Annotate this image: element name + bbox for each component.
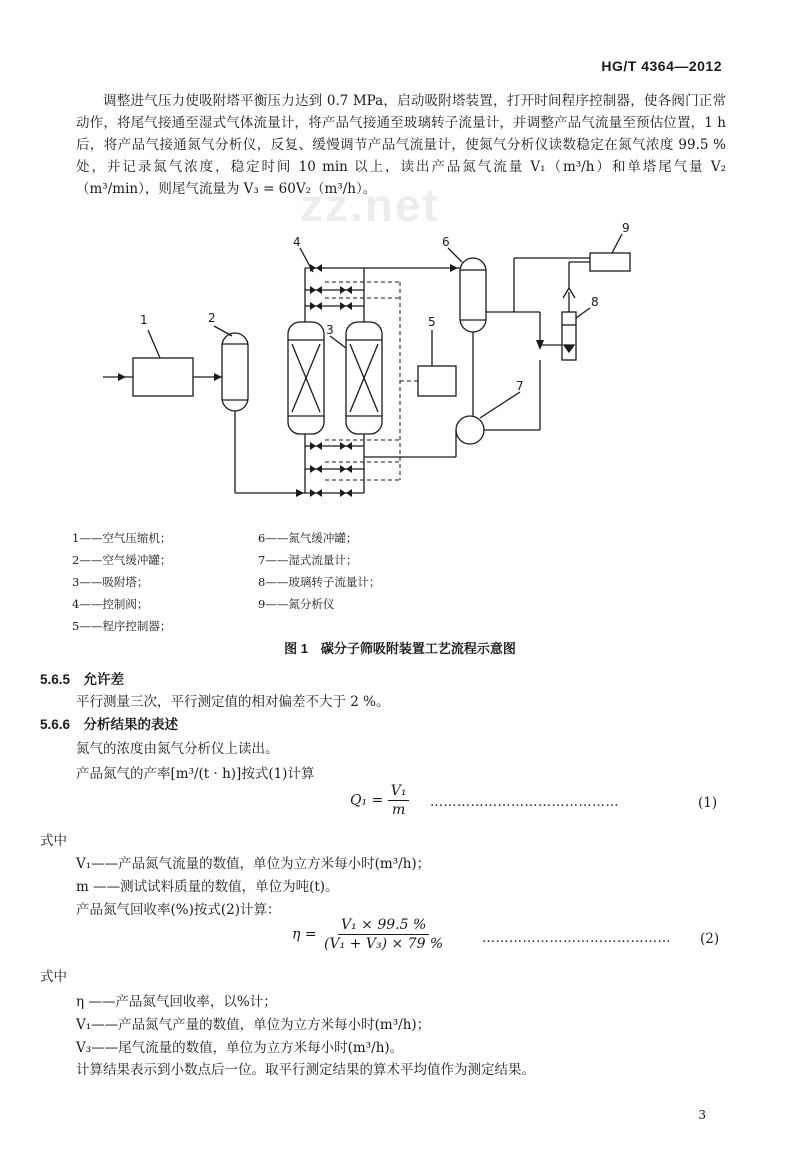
eq1-numerator: V₁ bbox=[388, 783, 410, 801]
legend-5: 5——程序控制器； bbox=[72, 619, 172, 633]
label-3: 3 bbox=[326, 323, 334, 337]
eq2-numerator: V₁ × 99.5 % bbox=[338, 917, 429, 935]
section-566-title: 分析结果的表述 bbox=[83, 717, 179, 732]
label-8: 8 bbox=[591, 295, 599, 309]
label-5: 5 bbox=[428, 315, 436, 329]
section-566-line2: 产品氮气的产率[m³/(t · h)]按式(1)计算 bbox=[76, 766, 315, 782]
air-buffer-tank bbox=[222, 333, 248, 411]
page-number: 3 bbox=[698, 1108, 706, 1122]
legend-2: 2——空气缓冲罐； bbox=[72, 553, 172, 567]
section-565-number: 5.6.5 bbox=[40, 672, 71, 687]
eq2-denominator: (V₁ + V₃) × 79 % bbox=[324, 936, 444, 952]
equation-1 bbox=[350, 783, 409, 818]
equation-2 bbox=[292, 917, 446, 952]
eq2-lhs: η = bbox=[292, 926, 322, 943]
legend-6: 6——氮气缓冲罐； bbox=[258, 531, 358, 545]
var1-v1: V₁——产品氮气流量的数值，单位为立方米每小时(m³/h)； bbox=[76, 856, 431, 872]
control-valves bbox=[118, 264, 544, 497]
label-9: 9 bbox=[622, 222, 630, 235]
process-flow-diagram bbox=[0, 222, 800, 512]
label-1: 1 bbox=[140, 313, 148, 327]
legend-9: 9——氮分析仪 bbox=[258, 597, 335, 611]
nitrogen-analyzer bbox=[590, 253, 630, 271]
section-565-text: 平行测量三次，平行测定值的相对偏差不大于 2 %。 bbox=[76, 694, 390, 710]
section-566-number: 5.6.6 bbox=[40, 717, 71, 732]
eq1-dots: …………………………………… bbox=[430, 795, 619, 810]
figure-caption: 图 1 碳分子筛吸附装置工艺流程示意图 bbox=[284, 641, 516, 656]
section-566-line1: 氮气的浓度由氮气分析仪上读出。 bbox=[76, 741, 279, 757]
legend-4: 4——控制阀； bbox=[72, 597, 149, 611]
watermark: zz.net bbox=[300, 179, 440, 231]
program-controller bbox=[418, 366, 456, 396]
section-566-line3: 产品氮气回收率(%)按式(2)计算： bbox=[76, 902, 281, 918]
where-1: 式中 bbox=[40, 833, 67, 849]
legend-7: 7——湿式流量计； bbox=[258, 553, 358, 567]
eq1-denominator: m bbox=[391, 802, 406, 818]
label-4: 4 bbox=[293, 235, 301, 249]
eq1-number: (1) bbox=[698, 795, 718, 811]
section-565-title: 允许差 bbox=[83, 672, 125, 687]
label-2: 2 bbox=[208, 311, 216, 325]
legend-8: 8——玻璃转子流量计； bbox=[258, 575, 381, 589]
nitrogen-buffer-tank bbox=[460, 258, 486, 332]
where-2: 式中 bbox=[40, 969, 67, 985]
eq2-dots: …………………………………… bbox=[482, 931, 671, 946]
var1-m: m ——测试试料质量的数值，单位为吨(t)。 bbox=[76, 879, 339, 895]
legend-1: 1——空气压缩机； bbox=[72, 531, 172, 545]
standard-code: HG/T 4364—2012 bbox=[601, 58, 722, 74]
var2-v1: V₁——产品氮气产量的数值，单位为立方米每小时(m³/h)； bbox=[76, 1017, 431, 1033]
conclusion: 计算结果表示到小数点后一位。取平行测定结果的算术平均值作为测定结果。 bbox=[76, 1062, 535, 1078]
label-6: 6 bbox=[442, 235, 450, 249]
label-7: 7 bbox=[516, 379, 524, 393]
intro-text: 调整进气压力使吸附塔平衡压力达到 0.7 MPa，启动吸附塔装置，打开时间程序控制器，使各阀门正常动作，将尾气接通至湿式气体流量计，将产品气接通至玻璃转子流量计，并调整产品气流量至预估位置，1 h 后，将产品气接通氮气分析仪，反复、缓慢调节产品气流量计，使氮气分析仪读数稳定在氮气浓度 99.5 %处，并记录氮气浓度，稳定时间 10 min 以上，读出产品氮气流量 V₁（m³/h）和单塔尾气量 V₂（m³/min），则尾气流量为 V₃ = 60V₂（m³/h）。 bbox=[76, 93, 726, 197]
wet-flow-meter bbox=[456, 416, 484, 444]
eq1-lhs: Q₁ = bbox=[350, 792, 388, 809]
air-compressor bbox=[133, 358, 193, 396]
section-566-heading bbox=[40, 713, 178, 733]
var2-v3: V₃——尾气流量的数值，单位为立方米每小时(m³/h)。 bbox=[76, 1040, 404, 1056]
var2-eta: η ——产品氮气回收率，以%计； bbox=[76, 994, 277, 1010]
legend-3: 3——吸附塔； bbox=[72, 575, 149, 589]
section-565-heading bbox=[40, 668, 124, 688]
eq2-number: (2) bbox=[700, 931, 720, 947]
